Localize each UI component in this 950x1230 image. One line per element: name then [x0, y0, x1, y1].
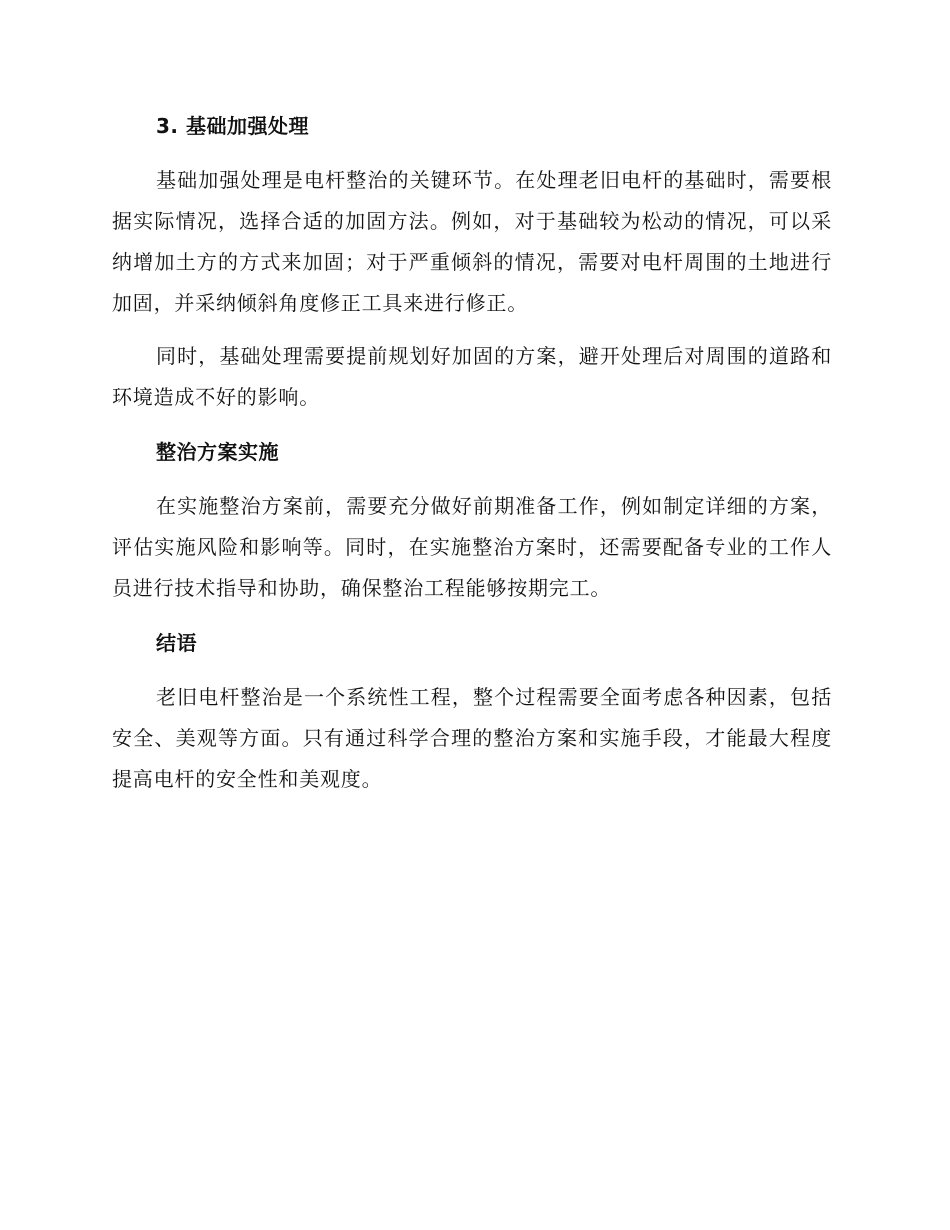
paragraph: 基础加强处理是电杆整治的关键环节。在处理老旧电杆的基础时，需要根据实际情况，选择合适的加固方法。例如，对于基础较为松动的情况，可以采纳增加土方的方式来加固；对于严重倾斜的情况，需要对电杆周围的土地进行加固，并采纳倾斜角度修正工具来进行修正。 — [112, 168, 832, 315]
paragraph: 同时，基础处理需要提前规划好加固的方案，避开处理后对周围的道路和环境造成不好的影响。 — [112, 344, 832, 409]
paragraph: 老旧电杆整治是一个系统性工程，整个过程需要全面考虑各种因素，包括安全、美观等方面。只有通过科学合理的整治方案和实施手段，才能最大程度提高电杆的安全性和美观度。 — [112, 685, 832, 791]
section-heading: 整治方案实施 — [156, 440, 279, 464]
section-foundation-reinforcement — [112, 108, 832, 418]
section-heading: 结语 — [156, 631, 197, 655]
section-plan-implementation — [112, 434, 832, 609]
document-body — [112, 108, 832, 812]
section-heading: 3. 基础加强处理 — [156, 114, 309, 138]
section-conclusion — [112, 625, 832, 800]
paragraph: 在实施整治方案前，需要充分做好前期准备工作，例如制定详细的方案，评估实施风险和影响等。同时，在实施整治方案时，还需要配备专业的工作人员进行技术指导和协助，确保整治工程能够按期完工。 — [112, 494, 832, 600]
